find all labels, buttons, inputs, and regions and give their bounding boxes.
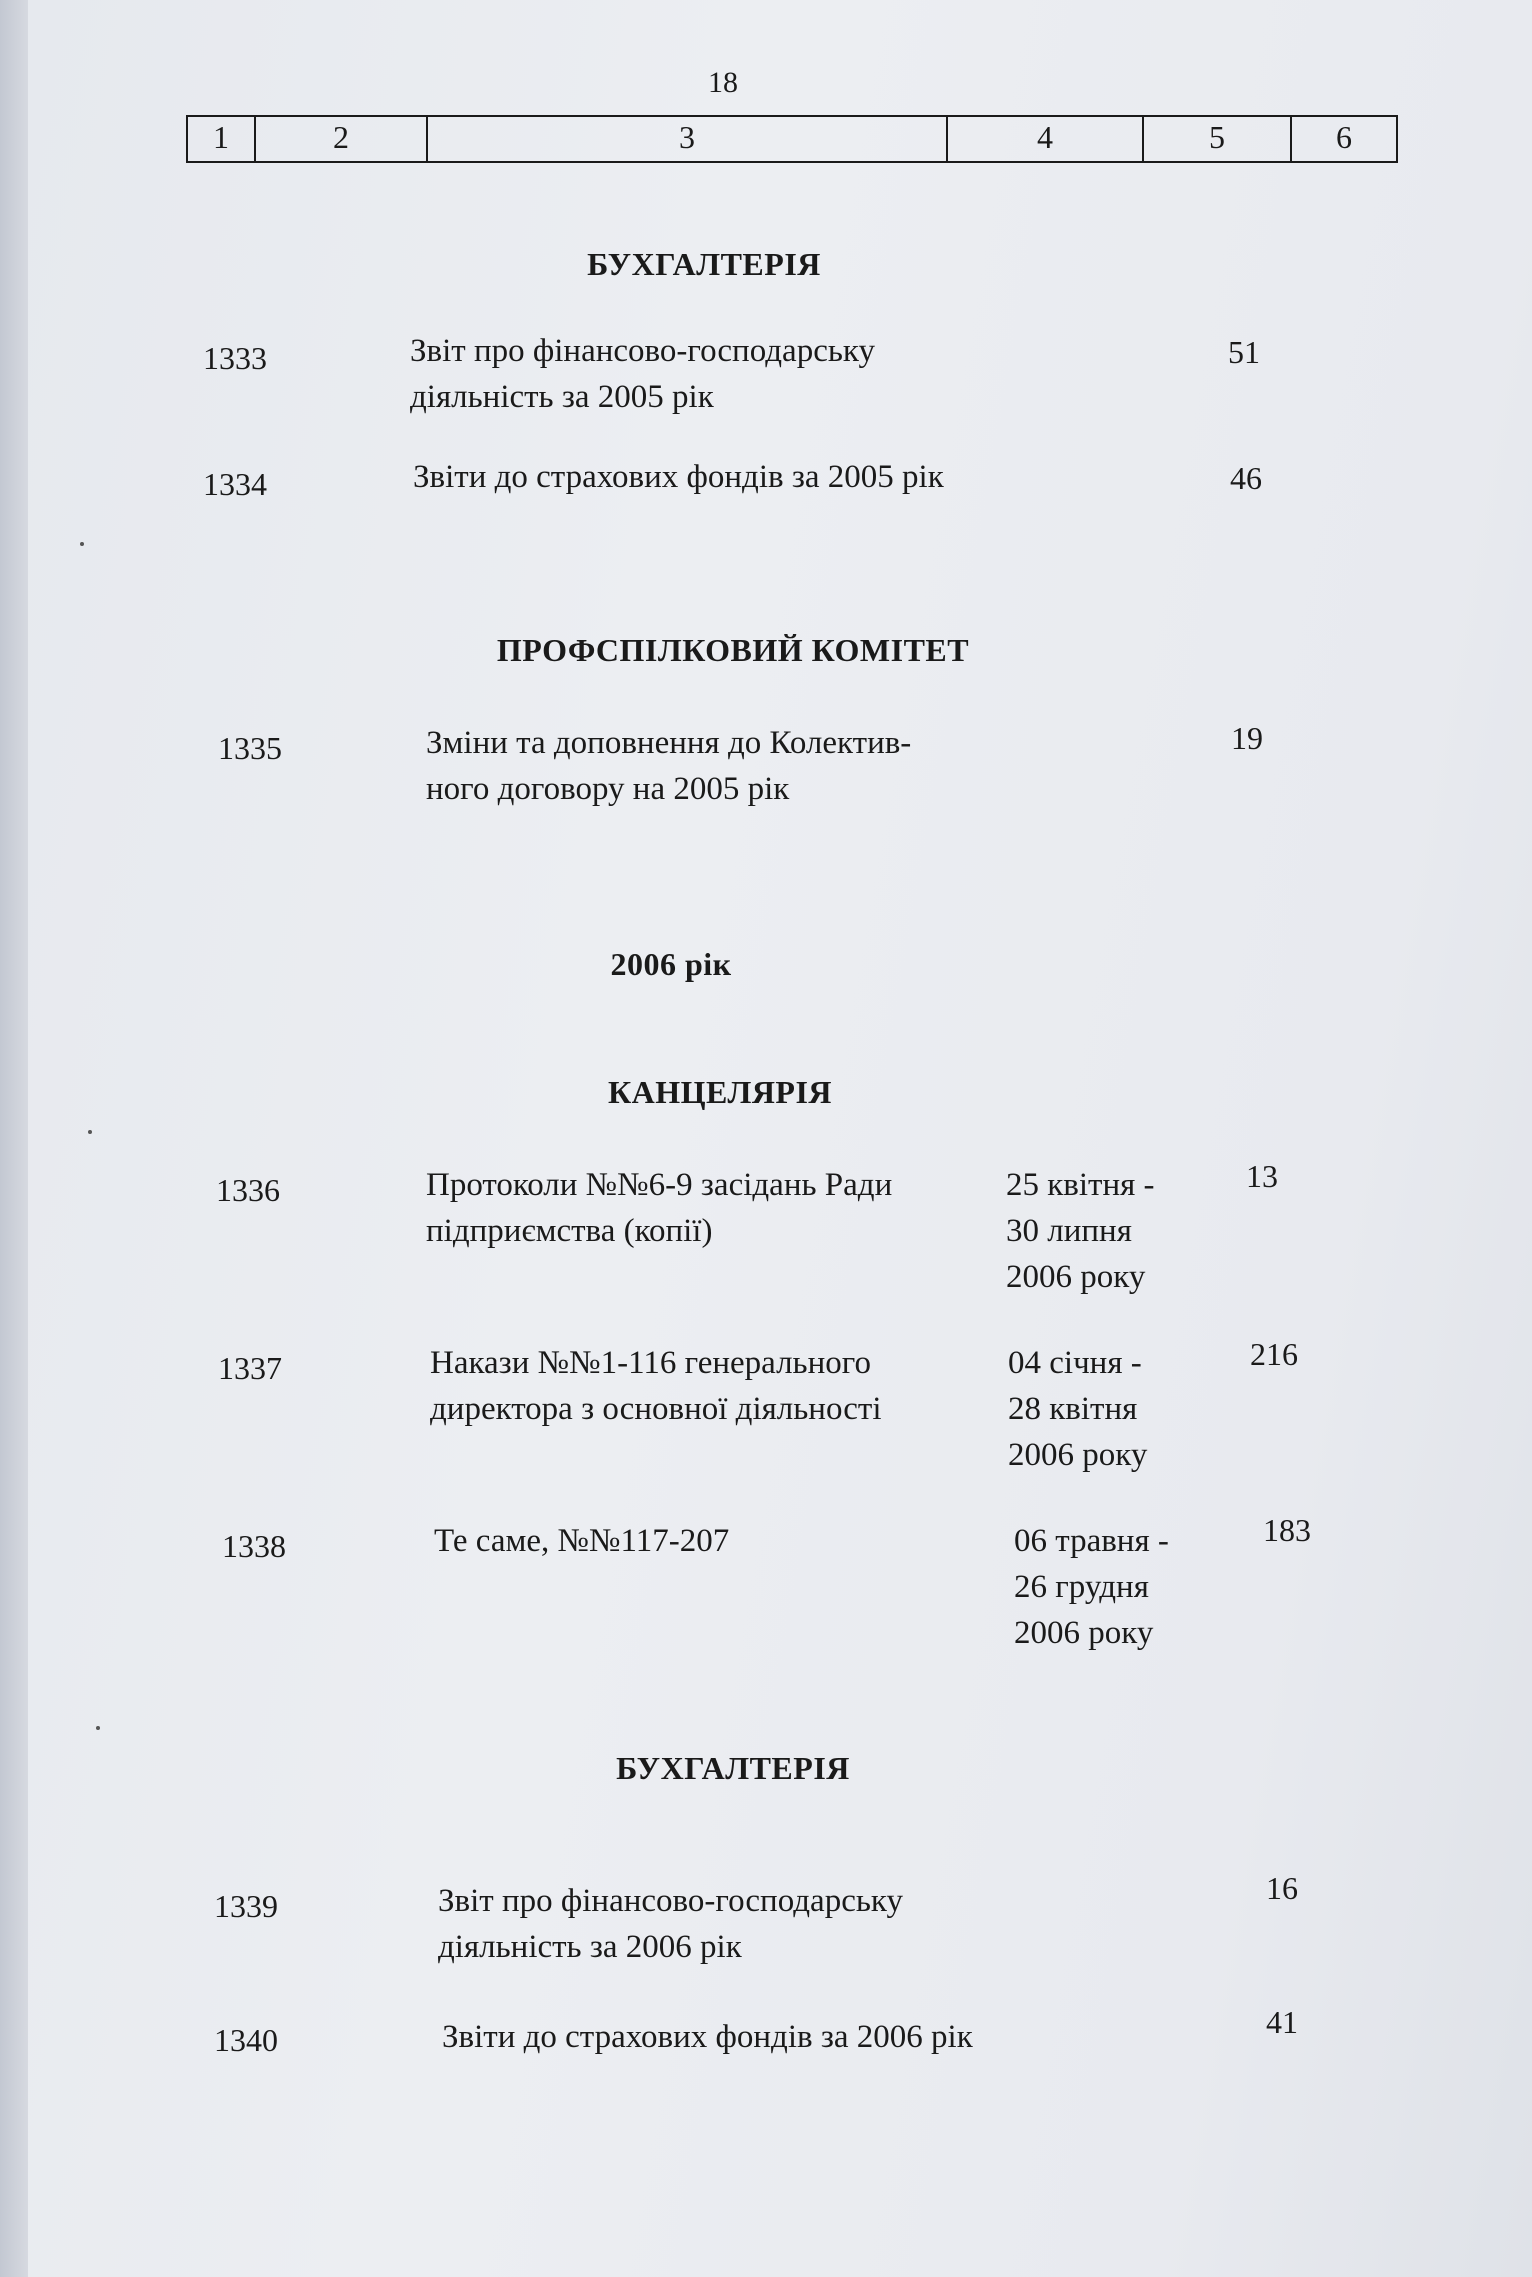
entry-sheet-count: 51 [1228, 334, 1260, 370]
scan-speck [80, 542, 84, 546]
entry-date-line: 06 травня - [1014, 1523, 1169, 1559]
year-heading: 2006 рік [610, 946, 732, 982]
entry-number: 1334 [203, 466, 267, 502]
entry-title-line: підприємства (копії) [426, 1213, 713, 1249]
entry-title-line: Звіти до страхових фондів за 2006 рік [442, 2019, 973, 2055]
entry-title-line: Звіти до страхових фондів за 2005 рік [413, 459, 944, 495]
entry-title [438, 1878, 1018, 1970]
section-heading-chancellery: КАНЦЕЛЯРІЯ [607, 1074, 833, 1110]
entry-title [426, 1162, 1006, 1254]
entry-title-line: Звіт про фінансово-господарську [438, 1883, 903, 1919]
entry-number: 1339 [214, 1888, 278, 1924]
entry-number: 1335 [218, 730, 282, 766]
column-header-5: 5 [1144, 117, 1292, 161]
entry-title [410, 328, 990, 420]
entry-date-line: 30 липня [1006, 1213, 1132, 1249]
entry-sheet-count: 16 [1266, 1870, 1298, 1906]
entry-date-line: 26 грудня [1014, 1569, 1149, 1605]
entry-title-line: директора з основної діяльності [430, 1391, 882, 1427]
entry-date-line: 25 квітня - [1006, 1167, 1155, 1203]
column-header-1: 1 [188, 117, 256, 161]
column-header-4: 4 [948, 117, 1144, 161]
column-header-3: 3 [428, 117, 948, 161]
column-header-table [186, 115, 1398, 163]
entry-sheet-count: 46 [1230, 460, 1262, 496]
entry-title-line: Те саме, №№117-207 [434, 1523, 730, 1559]
entry-date-line: 2006 року [1008, 1437, 1148, 1473]
entry-number: 1336 [216, 1172, 280, 1208]
entry-sheet-count: 183 [1263, 1512, 1311, 1548]
page-number: 18 [708, 66, 738, 99]
entry-title-line: діяльність за 2005 рік [410, 379, 714, 415]
entry-sheet-count: 216 [1250, 1336, 1298, 1372]
entry-title-line: ного договору на 2005 рік [426, 771, 790, 807]
section-heading-accounting-2005: БУХГАЛТЕРІЯ [587, 246, 821, 282]
document-page [28, 0, 1532, 2277]
column-header-2: 2 [256, 117, 428, 161]
entry-dates [1006, 1162, 1206, 1300]
entry-title-line: Протоколи №№6-9 засідань Ради [426, 1167, 893, 1203]
scan-speck [88, 1130, 92, 1134]
entry-title [434, 1518, 1014, 1564]
page-edge [0, 0, 28, 2277]
entry-date-line: 2006 року [1006, 1259, 1146, 1295]
entry-dates [1014, 1518, 1214, 1656]
entry-dates [1008, 1340, 1208, 1478]
entry-title [430, 1340, 1010, 1432]
entry-date-line: 2006 року [1014, 1615, 1154, 1651]
entry-title [426, 720, 1006, 812]
entry-date-line: 28 квітня [1008, 1391, 1138, 1427]
entry-sheet-count: 41 [1266, 2004, 1298, 2040]
scan-speck [96, 1726, 100, 1730]
entry-title-line: Накази №№1-116 генерального [430, 1345, 871, 1381]
entry-title-line: Зміни та доповнення до Колектив- [426, 725, 912, 761]
entry-title [442, 2014, 1022, 2060]
entry-sheet-count: 13 [1246, 1158, 1278, 1194]
entry-number: 1337 [218, 1350, 282, 1386]
entry-date-line: 04 січня - [1008, 1345, 1142, 1381]
entry-number: 1338 [222, 1528, 286, 1564]
section-heading-trade-union-committee: ПРОФСПІЛКОВИЙ КОМІТЕТ [496, 632, 970, 668]
entry-number: 1340 [214, 2022, 278, 2058]
column-header-6: 6 [1336, 119, 1352, 155]
entry-number: 1333 [203, 340, 267, 376]
entry-title-line: Звіт про фінансово-господарську [410, 333, 875, 369]
entry-sheet-count: 19 [1231, 720, 1263, 756]
entry-title [413, 454, 993, 500]
entry-title-line: діяльність за 2006 рік [438, 1929, 742, 1965]
section-heading-accounting-2006: БУХГАЛТЕРІЯ [616, 1750, 850, 1786]
